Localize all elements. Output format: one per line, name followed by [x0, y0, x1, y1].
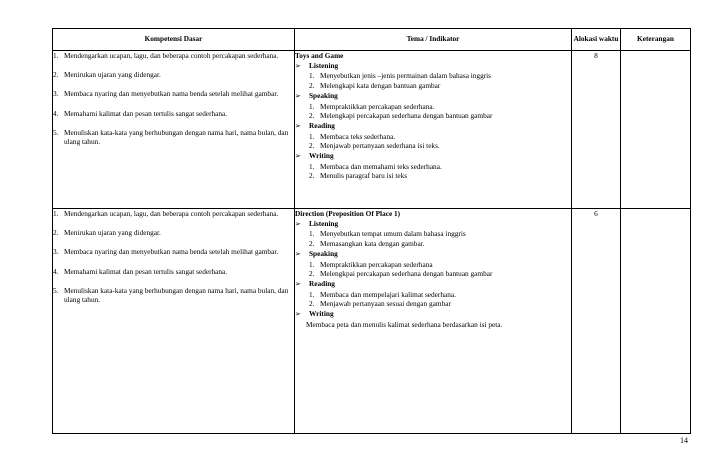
skill-heading: [295, 151, 571, 162]
page-number: 14: [680, 436, 688, 445]
header-tema: Tema / Indikator: [295, 29, 572, 51]
indicator-number: 1.: [309, 289, 315, 299]
indicator-item: [295, 111, 571, 121]
kompetensi-text: Mendengarkan ucapan, lagu, dan beberapa contoh percakapan sederhana.: [64, 209, 279, 218]
kompetensi-number: 4.: [53, 108, 59, 118]
indicator-number: 2.: [309, 299, 315, 309]
indicator-number: 1.: [309, 229, 315, 239]
table-row: [53, 51, 691, 209]
alokasi-cell: 6: [572, 209, 621, 434]
indicator-text: Menjawab pertanyaan sederhana isi teks.: [320, 141, 440, 151]
indicator-number: 1.: [309, 71, 315, 81]
kompetensi-number: 1.: [53, 51, 59, 60]
indicator-text: Menyebutkan jenis –jenis permainan dalam bahasa inggris: [320, 71, 492, 81]
skill-name: Reading: [309, 120, 335, 130]
skill-name: Speaking: [309, 90, 338, 100]
alokasi-cell: 8: [572, 51, 621, 209]
skill-name: Writing: [309, 151, 334, 161]
indicator-text: Menyebutkan tempat umum dalam bahasa inggris: [320, 229, 466, 239]
tema-title: Toys and Game: [295, 51, 344, 60]
indicator-text: Menulis paragraf baru isi teks: [320, 171, 408, 181]
indicator-number: 2.: [309, 141, 315, 151]
indicator-item: [295, 290, 571, 300]
kompetensi-number: 1.: [53, 209, 59, 218]
header-keterangan: Keterangan: [621, 29, 691, 51]
kompetensi-text: Menuliskan kata-kata yang berhubungan dengan nama hari, nama bulan, dan ulang tahun.: [64, 285, 289, 305]
kompetensi-item: [53, 286, 294, 305]
indicator-text: Melengkapi percakapan sederhana dengan bantuan gambar: [320, 111, 493, 121]
skill-name: Speaking: [309, 248, 338, 258]
skill-heading: [295, 121, 571, 132]
kompetensi-item: [53, 267, 294, 277]
indicator-number: 1.: [309, 259, 315, 269]
kompetensi-number: 5.: [53, 127, 59, 137]
kompetensi-item: [53, 209, 294, 219]
kompetensi-item: [53, 51, 294, 61]
header-kompetensi: Kompetensi Dasar: [53, 29, 295, 51]
indicator-item: [295, 299, 571, 309]
kompetensi-text: Membaca nyaring dan menyebutkan nama benda setelah melihat gambar.: [64, 89, 279, 99]
skill-heading: [295, 219, 571, 230]
indicator-number: 1.: [309, 161, 315, 171]
closing-text: Membaca peta dan menulis kalimat sederhana berdasarkan isi peta.: [306, 319, 503, 329]
indicator-number: 2.: [309, 171, 315, 181]
header-alokasi: Alokasi waktu: [572, 29, 621, 51]
indicator-item: [295, 229, 571, 239]
arrow-bullet-icon: ➢: [295, 219, 301, 228]
indicator-text: Melengkapi kata dengan bantuan gambar: [320, 81, 441, 91]
indicator-number: 1.: [309, 101, 315, 111]
indicator-text: Membaca dan memahami teks sederhana.: [320, 161, 442, 171]
indicator-item: [295, 239, 571, 249]
header-row: [53, 29, 691, 51]
kompetensi-cell: [53, 51, 295, 209]
kompetensi-text: Memahami kalimat dan pesan tertulis sangat sederhana.: [64, 266, 228, 276]
keterangan-cell: [621, 209, 691, 434]
indicator-item: [295, 141, 571, 151]
kompetensi-number: 2.: [53, 70, 59, 80]
kompetensi-text: Mendengarkan ucapan, lagu, dan beberapa contoh percakapan sederhana.: [64, 51, 279, 60]
kompetensi-item: [53, 247, 294, 257]
indicator-number: 1.: [309, 131, 315, 141]
indicator-text: Membaca dan mempelajari kalimat sederhana.: [320, 289, 456, 299]
arrow-bullet-icon: ➢: [295, 91, 301, 100]
arrow-bullet-icon: ➢: [295, 61, 301, 70]
indicator-item: [295, 102, 571, 112]
indicator-number: 2.: [309, 111, 315, 121]
arrow-bullet-icon: ➢: [295, 249, 301, 258]
indicator-text: Mempraktikkan percakapan sederhana.: [320, 101, 435, 111]
arrow-bullet-icon: ➢: [295, 279, 301, 288]
arrow-bullet-icon: ➢: [295, 310, 301, 319]
kompetensi-item: [53, 228, 294, 238]
skill-heading: [295, 91, 571, 102]
kompetensi-item: [53, 70, 294, 80]
tema-cell: [295, 209, 572, 434]
kompetensi-number: 2.: [53, 228, 59, 238]
kompetensi-number: 3.: [53, 89, 59, 99]
kompetensi-text: Memahami kalimat dan pesan tertulis sangat sederhana.: [64, 108, 228, 118]
indicator-text: Mempraktikkan percakapan sederhana: [320, 259, 433, 269]
indicator-text: Memasangkan kata dengan gambar.: [320, 239, 425, 249]
indicator-number: 2.: [309, 81, 315, 91]
kompetensi-text: Menuliskan kata-kata yang berhubungan dengan nama hari, nama bulan, dan ulang tahun.: [64, 127, 289, 147]
indicator-number: 2.: [309, 239, 315, 249]
arrow-bullet-icon: ➢: [295, 152, 301, 161]
indicator-item: [295, 132, 571, 142]
keterangan-cell: [621, 51, 691, 209]
kompetensi-text: Menirukan ujaran yang didengar.: [64, 70, 161, 80]
kompetensi-number: 5.: [53, 285, 59, 295]
indicator-item: [295, 162, 571, 172]
indicator-item: [295, 269, 571, 279]
indicator-text: Melengkpai percakapan sederhana dengan bantuan gambar: [320, 269, 493, 279]
tema-cell: [295, 51, 572, 209]
kompetensi-item: [53, 128, 294, 147]
indicator-item: [295, 171, 571, 181]
skill-heading: [295, 249, 571, 260]
skill-name: Listening: [309, 60, 339, 70]
skill-name: Writing: [309, 309, 334, 319]
indicator-item: [295, 260, 571, 270]
indicator-text: Menjawab pertanyaan sesuai dengan gambar: [320, 299, 451, 309]
kompetensi-number: 3.: [53, 247, 59, 257]
kompetensi-text: Menirukan ujaran yang didengar.: [64, 228, 161, 238]
kompetensi-item: [53, 109, 294, 119]
table-row: [53, 209, 691, 434]
syllabus-table: [52, 28, 691, 434]
indicator-item: [295, 71, 571, 81]
skill-heading: [295, 309, 571, 320]
skill-heading: [295, 61, 571, 72]
arrow-bullet-icon: ➢: [295, 121, 301, 130]
tema-title: Direction (Preposition Of Place 1): [295, 209, 401, 218]
skill-heading: [295, 279, 571, 290]
skill-name: Listening: [309, 218, 339, 228]
indicator-item: [295, 81, 571, 91]
kompetensi-item: [53, 89, 294, 99]
kompetensi-text: Membaca nyaring dan menyebutkan nama benda setelah melihat gambar.: [64, 247, 279, 257]
indicator-text: Membaca teks sederhana.: [320, 131, 396, 141]
kompetensi-number: 4.: [53, 266, 59, 276]
indicator-number: 2.: [309, 269, 315, 279]
kompetensi-cell: [53, 209, 295, 434]
skill-name: Reading: [309, 278, 335, 288]
